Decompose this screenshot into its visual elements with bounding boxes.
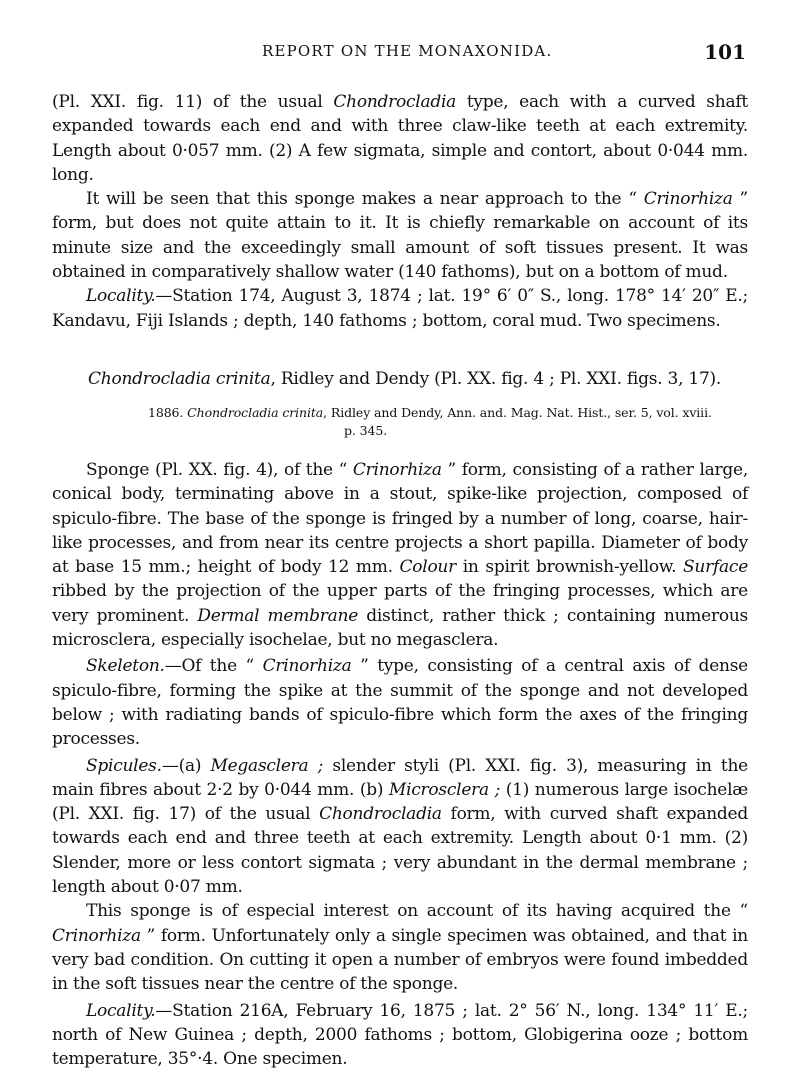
species-heading: Chondrocladia crinita, Ridley and Dendy (Pl. XX. fig. 4 ; Pl. XXI. figs. 3, 17). [88,369,722,389]
synonymy-citation: 1886. Chondrocladia crinita, Ridley and Dendy, Ann. and. Mag. Nat. Hist., ser. 5, vol. xviii. p. 345. [148,405,712,438]
species-description [52,458,748,1071]
paragraph-description: Sponge (Pl. XX. fig. 4), of the “ Crinorhiza ” form, consisting of a rather large, conical body, terminating above in a stout, spike-like projection, composed of spiculo-fibre. The base of the sponge is fringed by a number of long, coarse, hair-like processes, and from near its centre projects a short papilla. Diameter of body at base 15 mm.; height of body 12 mm. Colour in spirit brownish-yellow. Surface ribbed by the projection of the upper parts of the fringing processes, which are very prominent. Dermal membrane distinct, rather thick ; containing numerous microsclera, especially isochelae, but no megasclera. [52,460,749,651]
paragraph-skeleton: Skeleton.—Of the “ Crinorhiza ” type, consisting of a central axis of dense spiculo-fibre, forming the spike at the summit of the sponge and not developed below ; with radiating bands of spiculo-fibre which form the axes of the fringing processes. [52,656,748,750]
paragraph-spicules: Spicules.—(a) Megasclera ; slender styli (Pl. XXI. fig. 3), measuring in the main fibres about 2·2 by 0·044 mm. (b) Microsclera ; (1) numerous large isochelæ (Pl. XXI. fig. 17) of the usual Chondrocladia form, with curved shaft expanded towards each end and three teeth at each extremity. Length about 0·1 mm. (2) Slender, more or less contort sigmata ; very abundant in the dermal membrane ; length about 0·07 mm. [52,755,748,898]
paragraph-locality-2: Locality.—Station 216A, February 16, 1875 ; lat. 2° 56′ N., long. 134° 11′ E.; north of New Guinea ; depth, 2000 fathoms ; bottom, Globigerina ooze ; bottom temperature, 35°·4. One specimen. [52,1000,748,1070]
paragraph-spicules-continued: (Pl. XXI. fig. 11) of the usual Chondrocladia type, each with a curved shaft expanded towards each end and with three claw-like teeth at each extremity. Length about 0·057 mm. (2) A few sigmata, simple and contort, about 0·044 mm. long. [52,92,748,185]
paragraph-interest: This sponge is of especial interest on account of its having acquired the “ Crinorhiza ” form. Unfortunately only a single specimen was obtained, and that in very bad condition. On cutting it open a number of embryos were found imbedded in the soft tissues near the centre of the sponge. [52,901,748,995]
paragraph-locality: Locality.—Station 174, August 3, 1874 ; lat. 19° 6′ 0″ S., long. 178° 14′ 20″ E.; Kandavu, Fiji Islands ; depth, 140 fathoms ; bottom, coral mud. Two specimens. [52,286,748,331]
continued-species-text [52,90,748,333]
running-head: REPORT ON THE MONAXONIDA. [262,42,553,60]
page-number: 101 [704,40,746,64]
paragraph-remarks: It will be seen that this sponge makes a near approach to the “ Crinorhiza ” form, but does not quite attain to it. It is chiefly remarkable on account of its minute size and the exceedingly small amount of soft tissues present. It was obtained in comparatively shallow water (140 fathoms), but on a bottom of mud. [52,189,748,283]
